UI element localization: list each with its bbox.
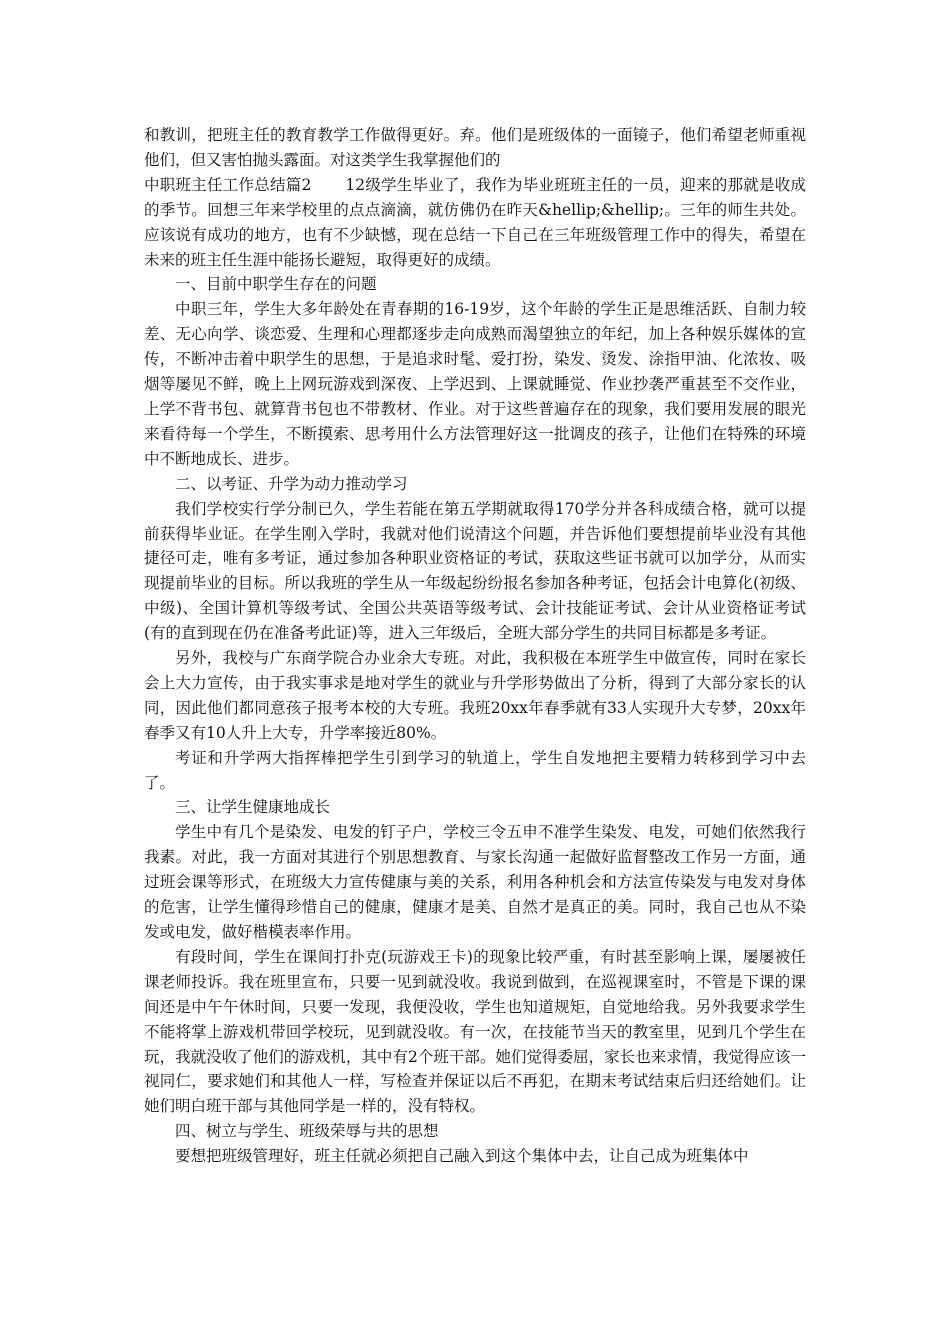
- section-3-paragraph-2: 有段时间，学生在课间打扑克(玩游戏王卡)的现象比较严重，有时甚至影响上课，屡屡被任课老师投诉。我在班里宣布，只要一见到就没收。我说到做到，在巡视课室时，不管是下课的课间还是中午午休时间，只要一发现，我便没收，学生也知道规矩，自觉地给我。另外我要求学生不能将掌上游戏机带回学校玩，见到就没收。有一次，在技能节当天的教室里，见到几个学生在玩，我就没收了他们的游戏机，其中有2个班干部。她们觉得委屈，家长也来求情，我觉得应该一视同仁，要求她们和其他人一样，写检查并保证以后不再犯，在期末考试结束后归还给她们。让她们明白班干部与其他同学是一样的，没有特权。: [144, 947, 806, 1116]
- section-heading-2: 二、以考证、升学为动力推动学习: [175, 474, 408, 493]
- article-opening: 12级学生毕业了，我作为毕业班班主任的一员，迎来的那就是收成的季节。回想三年来学校里的点点滴滴，就仿佛仍在昨天&hellip;&hellip;。三年的师生共处。应该说有成功的地方，也有不少缺憾，现在总结一下自己在三年班级管理工作中的得失，希望在未来的班主任生涯中能扬长避短，取得更好的成绩。: [144, 175, 806, 269]
- section-2-paragraph-2: 另外，我校与广东商学院合办业余大专班。对此，我积极在本班学生中做宣传，同时在家长会上大力宣传，由于我实事求是地对学生的就业与升学形势做出了分析，得到了大部分家长的认同，因此他们都同意孩子报考本校的大专班。我班20xx年春季就有33人实现升大专梦，20xx年春季又有10人升上大专，升学率接近80%。: [144, 649, 806, 742]
- section-4-paragraph-1: 要想把班级管理好，班主任就必须把自己融入到这个集体中去，让自己成为班集体中: [175, 1147, 749, 1166]
- article-title: 中职班主任工作总结篇2: [144, 175, 312, 194]
- section-heading-4: 四、树立与学生、班级荣辱与共的思想: [175, 1122, 439, 1141]
- section-2-paragraph-3: 考证和升学两大指挥棒把学生引到学习的轨道上，学生自发地把主要精力转移到学习中去了。: [144, 748, 806, 792]
- intro-fragment: 和教训，把班主任的教育教学工作做得更好。弃。他们是班级体的一面镜子，他们希望老师重视他们，但又害怕抛头露面。对这类学生我掌握他们的: [144, 126, 806, 169]
- article-title-line: [144, 173, 806, 273]
- document-page: [144, 123, 806, 1169]
- section-heading-1: 一、目前中职学生存在的问题: [175, 275, 377, 294]
- section-1-paragraph-1: 中职三年，学生大多年龄处在青春期的16-19岁，这个年龄的学生正是思维活跃、自制力较差、无心向学、谈恋爱、生理和心理都逐步走向成熟而渴望独立的年纪，加上各种娱乐媒体的宣传，不断冲击着中职学生的思想，于是追求时髦、爱打扮，染发、烫发、涂指甲油、化浓妆、吸烟等屡见不鲜，晚上上网玩游戏到深夜、上学迟到、上课就睡觉、作业抄袭严重甚至不交作业，上学不背书包、就算背书包也不带教材、作业。对于这些普遍存在的现象，我们要用发展的眼光来看待每一个学生，不断摸索、思考用什么方法管理好这一批调皮的孩子，让他们在特殊的环境中不断地成长、进步。: [144, 300, 806, 468]
- section-heading-3: 三、让学生健康地成长: [175, 798, 331, 817]
- section-2-paragraph-1: 我们学校实行学分制已久，学生若能在第五学期就取得170学分并各科成绩合格，就可以提前获得毕业证。在学生刚入学时，我就对他们说清这个问题，并告诉他们要想提前毕业没有其他捷径可走，唯有多考证，通过参加各种职业资格证的考试，获取这些证书就可以加学分，从而实现提前毕业的目标。所以我班的学生从一年级起纷纷报名参加各种考证，包括会计电算化(初级、中级)、全国计算机等级考试、全国公共英语等级考试、会计技能证考试、会计从业资格证考试(有的直到现在仍在准备考此证)等，进入三年级后，全班大部分学生的共同目标都是多考证。: [144, 499, 806, 643]
- section-3-paragraph-1: 学生中有几个是染发、电发的钉子户，学校三令五申不准学生染发、电发，可她们依然我行我素。对此，我一方面对其进行个别思想教育、与家长沟通一起做好监督整改工作另一方面，通过班会课等形式，在班级大力宣传健康与美的关系，利用各种机会和方法宣传染发与电发对身体的危害，让学生懂得珍惜自己的健康，健康才是美、自然才是真正的美。同时，我自己也从不染发或电发，做好楷模表率作用。: [144, 823, 806, 941]
